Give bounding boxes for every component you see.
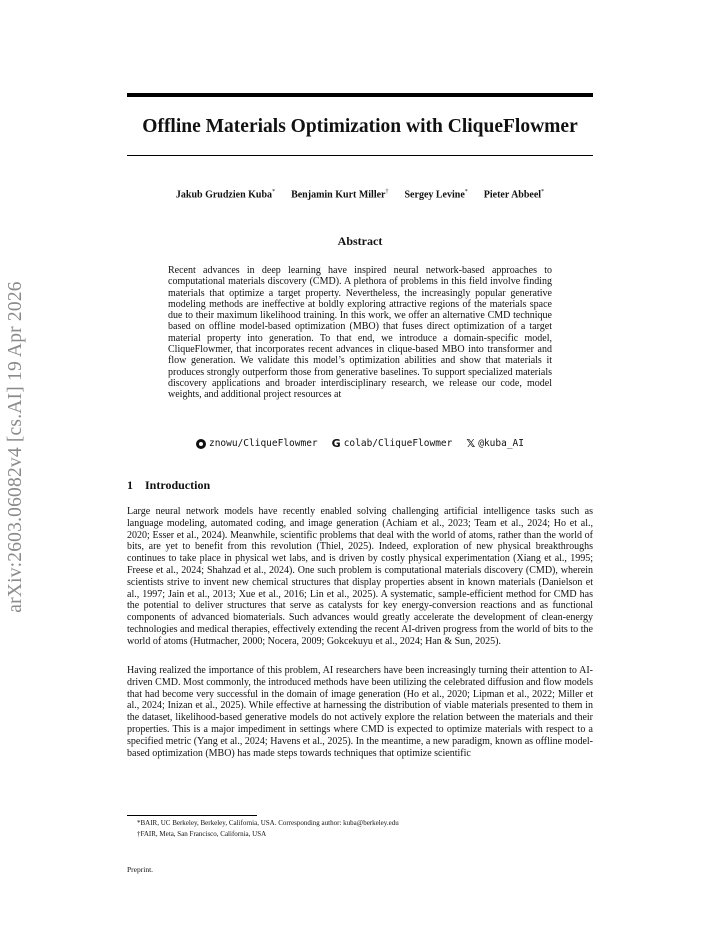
- title-top-rule: [127, 93, 593, 97]
- github-icon: [196, 439, 206, 449]
- author: Jakub Grudzien Kuba*: [175, 189, 276, 201]
- footnote-affiliation-1: *BAIR, UC Berkeley, Berkeley, California, USA. Corresponding author: kuba@berkeley.edu: [137, 819, 399, 827]
- x-link[interactable]: 𝕏 @kuba_AI: [466, 437, 524, 450]
- colab-link[interactable]: G colab/CliqueFlowmer: [331, 437, 453, 450]
- github-link[interactable]: znowu/CliqueFlowmer: [196, 438, 318, 449]
- paper-title: Offline Materials Optimization with CliqueFlowmer: [142, 116, 578, 137]
- author: Sergey Levine*: [404, 189, 468, 201]
- section-heading: 1 Introduction: [127, 478, 211, 492]
- author: Benjamin Kurt Miller†: [291, 189, 389, 201]
- arxiv-identifier: arXiv:2603.06082v4 [cs.AI] 19 Apr 2026: [5, 281, 26, 613]
- google-icon: G: [331, 437, 341, 450]
- intro-paragraph-2: Having realized the importance of this problem, AI researchers have been increasingly turning their attention to AI-driven CMD. Most commonly, the introduced methods have been utilizing the celebrated diffusion and flow models that had become very successful in the domain of image generation (Ho et al., 2020; Lipman et al., 2022; Miller et al., 2024; Inizan et al., 2025). While effective at harnessing the distribution of viable materials presented to them in the dataset, likelihood-based generative models do not actively explore the relation between the materials and their properties. This is a major impediment in settings where CMD is expected to optimize materials with respect to a specified metric (Yang et al., 2024; Havens et al., 2025). In the meantime, a new paradigm, known as offline model-based optimization (MBO) has made steps towards techniques that optimize scientific: [127, 665, 593, 759]
- preprint-label: Preprint.: [127, 865, 154, 874]
- project-links: [168, 437, 552, 450]
- author: Pieter Abbeel*: [483, 189, 545, 201]
- footnote-rule: [127, 815, 257, 816]
- intro-paragraph-1: Large neural network models have recently enabled solving challenging artificial intelligence tasks such as language modeling, automated coding, and image generation (Achiam et al., 2023; Team et al., 2024; Ho et al., 2020; Esser et al., 2024). Meanwhile, scientific problems that deal with the world of atoms, rather than the world of bits, are yet to benefit from this revolution (Thiel, 2025). Indeed, exploration of new physical breakthroughs continues to take place in physical wet labs, and is driven by costly physical experimentation (Xiang et al., 1995; Freese et al., 2024; Shahzad et al., 2024). One such problem is computational materials discovery (CMD), wherein scientists strive to invent new chemical structures that display properties absent in known materials (Danielson et al., 1997; Jain et al., 2013; Xue et al., 2016; Lin et al., 2025). A systematic, sample-efficient method for CMD has the potential to deliver structures that serve as catalysts for key energy-conversion reactions and as functional components of advanced biomaterials. Such advances would greatly accelerate the development of clean-energy technologies and medical therapies, effectively extending the recent AI-driven progress from the world of bits to the world of atoms (Hutmacher, 2000; Nocera, 2009; Gokcekuyu et al., 2024; Han & Sun, 2025).: [127, 506, 593, 647]
- abstract-heading: Abstract: [337, 234, 383, 248]
- abstract-text: Recent advances in deep learning have inspired neural network-based approaches to computational materials discovery (CMD). A plethora of problems in this field involve finding materials that optimize a target property. Nevertheless, the increasingly popular generative modeling methods are ineffective at boldly exploring attractive regions of the materials space due to their maximum likelihood training. In this work, we offer an alternative CMD technique based on offline model-based optimization (MBO) that fuses direct optimization of a target material property into generation. To that end, we introduce a domain-specific model, CliqueFlowmer, that incorporates recent advances in clique-based MBO into transformer and flow generation. We validate this model’s optimization abilities and show that materials it produces strongly outperform those from generative baselines. To support specialized materials discovery applications and broader interdisciplinary research, we release our code, model weights, and additional project resources at: [168, 265, 552, 401]
- title-bottom-rule: [127, 155, 593, 156]
- footnote-affiliation-2: †FAIR, Meta, San Francisco, California, USA: [137, 830, 267, 838]
- author-list: [127, 189, 593, 200]
- x-logo-icon: 𝕏: [466, 437, 476, 450]
